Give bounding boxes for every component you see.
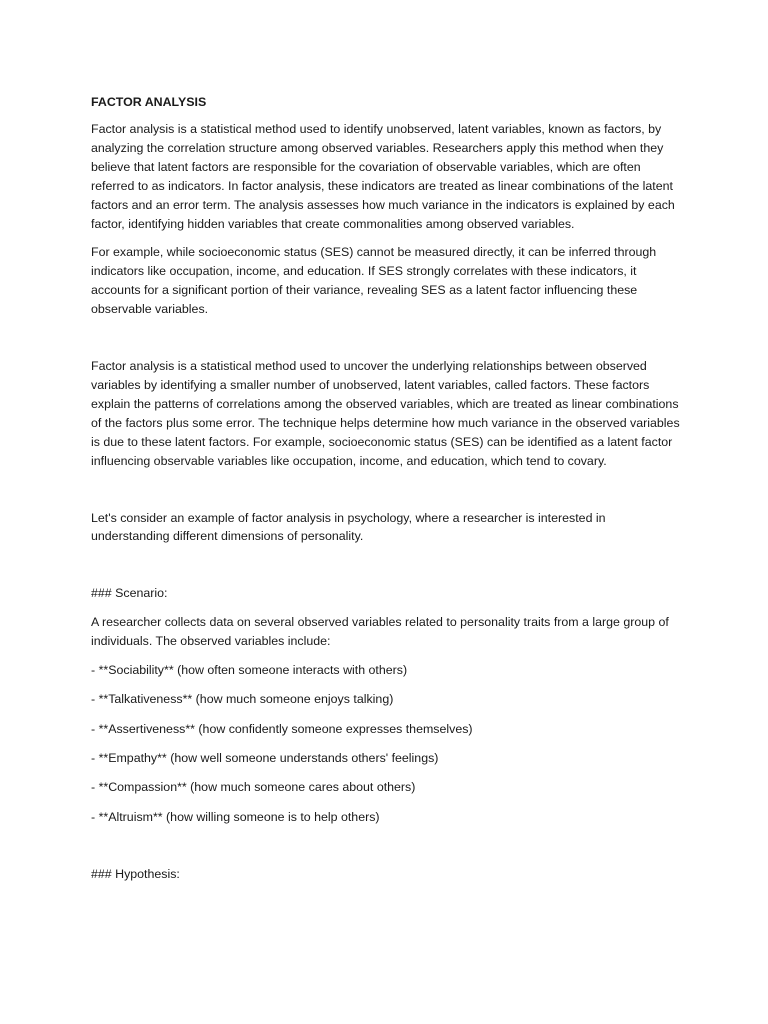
- blank-line: [91, 837, 681, 865]
- document-page: [91, 93, 681, 894]
- paragraph-summary: Factor analysis is a statistical method used to uncover the underlying relationships between observed variables by identifying a smaller number of unobserved, latent variables, called factors. These factors explain the patterns of correlations among the observed variables, which are treated as linear combinations of the factors plus some error. The technique helps determine how much variance in the observed variables is due to these latent factors. For example, socioeconomic status (SES) can be identified as a latent factor influencing observable variables like occupation, income, and education, which tend to covary.: [91, 359, 680, 468]
- scenario-heading: ### Scenario:: [91, 586, 168, 601]
- list-item: - **Assertiveness** (how confidently someone expresses themselves): [91, 721, 473, 736]
- blank-line: [91, 556, 681, 584]
- paragraph-psychology-example: Let's consider an example of factor analysis in psychology, where a researcher is interested in understanding different dimensions of personality.: [91, 510, 606, 544]
- list-item: - **Compassion** (how much someone cares about others): [91, 780, 416, 795]
- paragraph-definition: Factor analysis is a statistical method used to identify unobserved, latent variables, known as factors, by analyzing the correlation structure among observed variables. Researchers apply this method when they believe that latent factors are responsible for the covariation of observable variables, which are often referred to as indicators. In factor analysis, these indicators are treated as linear combinations of the latent factors and an error term. The analysis assesses how much variance in the indicators is explained by each factor, identifying hidden variables that create commonalities among observed variables.: [91, 122, 675, 231]
- blank-line: [91, 481, 681, 509]
- list-item: - **Sociability** (how often someone interacts with others): [91, 663, 408, 678]
- hypothesis-heading: ### Hypothesis:: [91, 866, 180, 881]
- list-item: - **Talkativeness** (how much someone enjoys talking): [91, 692, 394, 707]
- list-item: - **Altruism** (how willing someone is to help others): [91, 809, 380, 824]
- document-title: FACTOR ANALYSIS: [91, 95, 207, 109]
- blank-line: [91, 329, 681, 357]
- paragraph-ses-example: For example, while socioeconomic status (SES) cannot be measured directly, it can be inferred through indicators like occupation, income, and education. If SES strongly correlates with these indicators, it accounts for a significant portion of their variance, revealing SES as a latent factor influencing these observable variables.: [91, 245, 657, 317]
- scenario-intro: A researcher collects data on several observed variables related to personality traits from a large group of individuals. The observed variables include:: [91, 615, 669, 649]
- list-item: - **Empathy** (how well someone understands others' feelings): [91, 750, 439, 765]
